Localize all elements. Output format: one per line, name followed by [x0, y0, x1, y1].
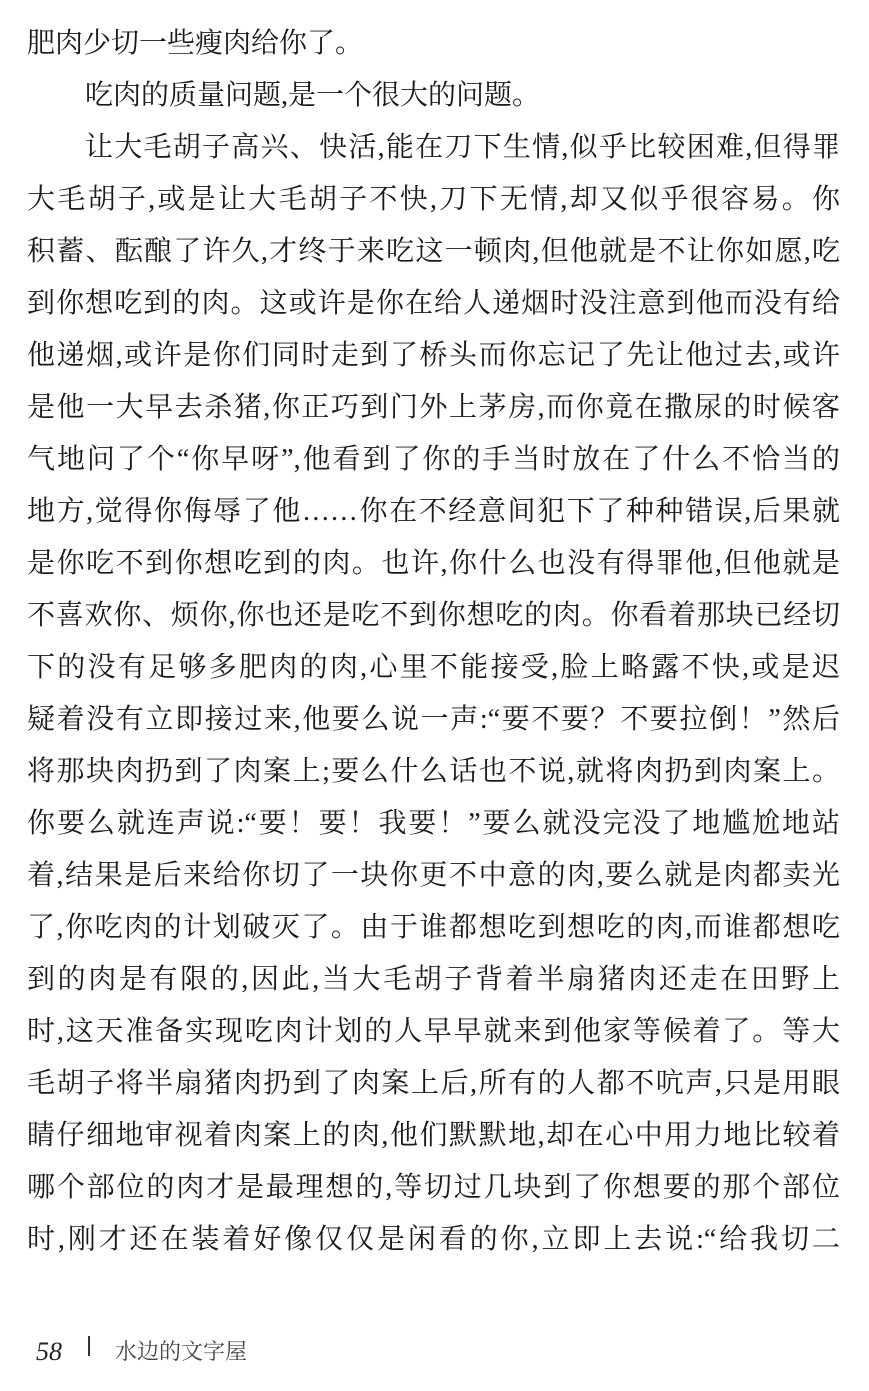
text-line: 了,你吃肉的计划破灭了。由于谁都想吃到想吃的肉,而谁都想吃 — [27, 912, 840, 943]
page-footer — [0, 1330, 869, 1374]
text-line: 时,这天准备实现吃肉计划的人早早就来到他家等候着了。等大 — [27, 1016, 840, 1047]
text-line: 疑着没有立即接过来,他要么说一声:“要不要？不要拉倒！”然后 — [27, 704, 840, 735]
running-book-title: 水边的文字屋 — [115, 1340, 248, 1365]
page-number: 58 — [36, 1337, 62, 1366]
text-line: 是你吃不到你想吃到的肉。也许,你什么也没有得罪他,但他就是 — [27, 548, 840, 579]
text-line: 睛仔细地审视着肉案上的肉,他们默默地,却在心中用力地比较着 — [27, 1120, 840, 1151]
page-body-text — [27, 18, 840, 1266]
text-line: 让大毛胡子高兴、快活,能在刀下生情,似乎比较困难,但得罪 — [85, 132, 840, 163]
text-line: 哪个部位的肉才是最理想的,等切过几块到了你想要的那个部位 — [27, 1172, 840, 1203]
text-line: 时,刚才还在装着好像仅仅是闲看的你,立即上去说:“给我切二 — [27, 1224, 840, 1255]
text-line: 着,结果是后来给你切了一块你更不中意的肉,要么就是肉都卖光 — [27, 860, 840, 891]
text-line: 地方,觉得你侮辱了他……你在不经意间犯下了种种错误,后果就 — [27, 496, 840, 527]
text-line: 是他一大早去杀猪,你正巧到门外上茅房,而你竟在撒尿的时候客 — [27, 392, 840, 423]
text-line: 到你想吃到的肉。这或许是你在给人递烟时没注意到他而没有给 — [27, 288, 840, 319]
text-line: 毛胡子将半扇猪肉扔到了肉案上后,所有的人都不吭声,只是用眼 — [27, 1068, 840, 1099]
text-line: 吃肉的质量问题,是一个很大的问题。 — [85, 80, 541, 111]
text-line: 你要么就连声说:“要！要！我要！”要么就没完没了地尴尬地站 — [27, 808, 840, 839]
text-line: 不喜欢你、烦你,你也还是吃不到你想吃的肉。你看着那块已经切 — [27, 600, 840, 631]
text-line: 下的没有足够多肥肉的肉,心里不能接受,脸上略露不快,或是迟 — [27, 652, 840, 683]
text-line: 他递烟,或许是你们同时走到了桥头而你忘记了先让他过去,或许 — [27, 340, 840, 371]
text-line: 将那块肉扔到了肉案上;要么什么话也不说,就将肉扔到肉案上。 — [27, 756, 840, 787]
text-line: 气地问了个“你早呀”,他看到了你的手当时放在了什么不恰当的 — [27, 444, 840, 475]
text-line: 肥肉少切一些瘦肉给你了。 — [27, 28, 364, 59]
footer-separator — [88, 1336, 90, 1356]
text-line: 到的肉是有限的,因此,当大毛胡子背着半扇猪肉还走在田野上 — [27, 964, 840, 995]
text-line: 积蓄、酝酿了许久,才终于来吃这一顿肉,但他就是不让你如愿,吃 — [27, 236, 840, 267]
text-line: 大毛胡子,或是让大毛胡子不快,刀下无情,却又似乎很容易。你 — [27, 184, 840, 215]
